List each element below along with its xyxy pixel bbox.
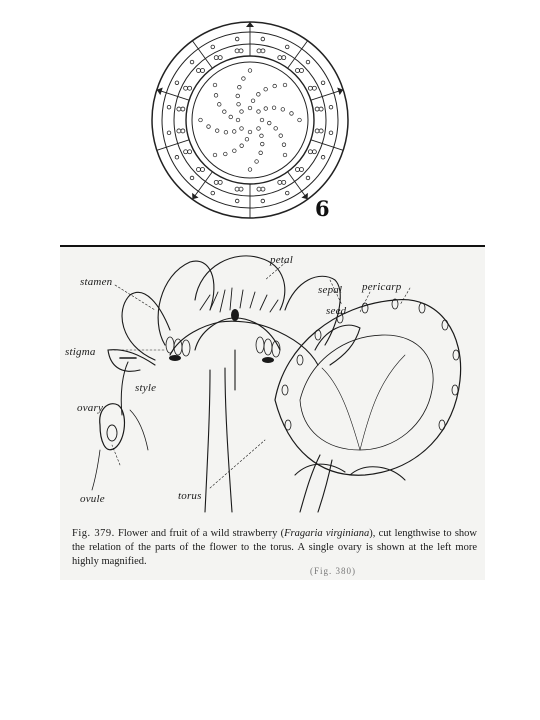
- carpel-dot: [223, 110, 227, 114]
- carpel-dot: [242, 77, 246, 81]
- carpel-dot: [274, 127, 278, 131]
- magnified-ovule: [107, 425, 117, 441]
- stamen-glyph: [315, 129, 319, 133]
- stamen-glyph: [175, 155, 179, 159]
- carpel-dot: [260, 118, 264, 122]
- carpel-dot: [255, 160, 259, 164]
- stamen-glyph: [321, 155, 325, 159]
- carpel-dot: [267, 121, 271, 125]
- caption-species: Fragaria virginiana: [284, 528, 370, 539]
- stamen-glyph: [235, 199, 239, 203]
- carpel-dot: [248, 168, 252, 172]
- stamen-glyph: [188, 150, 192, 154]
- stamen-glyph: [282, 180, 286, 184]
- stamen-glyph: [197, 69, 201, 73]
- stamen-glyph: [261, 187, 265, 191]
- stamen-glyph: [299, 69, 303, 73]
- stamen-glyph: [235, 37, 239, 41]
- stamen-glyph: [308, 150, 312, 154]
- radial-line: [311, 140, 343, 151]
- third-ring: [174, 44, 326, 196]
- inner-ring: [192, 62, 308, 178]
- stamen-glyph: [278, 180, 282, 184]
- torus-dome: [195, 318, 280, 350]
- figure-caption: [72, 527, 477, 569]
- fruit-stalk: [300, 455, 332, 512]
- stamen-glyph: [261, 49, 265, 53]
- stamen-glyph: [211, 191, 215, 195]
- stamen-glyph: [188, 86, 192, 90]
- carpel-dot: [259, 151, 263, 155]
- label-ovule: ovule: [80, 493, 105, 505]
- carpel-dot: [236, 94, 240, 98]
- ovaries: [166, 337, 280, 357]
- stamen-glyph: [321, 81, 325, 85]
- carpel-dot: [232, 130, 236, 134]
- stamen-glyph: [190, 60, 194, 64]
- carpel-dot: [257, 93, 261, 97]
- label-stamen: stamen: [80, 276, 113, 288]
- stamen-glyph: [257, 187, 261, 191]
- label-torus: torus: [178, 490, 202, 502]
- left-sepal: [108, 350, 155, 372]
- carpel-dot: [273, 84, 277, 88]
- stamen-glyph: [329, 105, 333, 109]
- carpel-dot: [207, 125, 211, 129]
- caption-fig-label: Fig. 379.: [72, 528, 115, 539]
- carpel-dot: [281, 108, 285, 112]
- stray-text: (Fig. 380): [310, 566, 356, 576]
- carpel-dot: [257, 110, 261, 114]
- carpel-dot: [233, 149, 237, 153]
- stamen-glyph: [285, 191, 289, 195]
- sepal-arrowhead: [192, 193, 198, 199]
- stamen-glyph: [184, 150, 188, 154]
- stamen-glyph: [261, 37, 265, 41]
- stamen-glyph: [167, 105, 171, 109]
- fruit-calyx: [295, 464, 405, 480]
- carpel-dot: [248, 69, 252, 73]
- fourth-ring: [186, 56, 314, 184]
- diagram-number: 6: [315, 196, 330, 221]
- carpel-dot: [260, 142, 264, 146]
- radial-line: [288, 41, 308, 69]
- stamen-glyph: [306, 176, 310, 180]
- radial-line: [311, 90, 343, 101]
- stem-right: [225, 368, 232, 512]
- carpel-dot: [272, 106, 276, 110]
- plate-top-rule: [60, 245, 485, 247]
- carpel-dot: [213, 83, 217, 87]
- radial-line: [157, 140, 189, 151]
- stamen-glyph: [299, 167, 303, 171]
- carpel-dot: [260, 134, 264, 138]
- stamen-glyph: [306, 60, 310, 64]
- stamen-glyph: [197, 167, 201, 171]
- stamen-glyph: [177, 129, 181, 133]
- stamen-glyph: [175, 81, 179, 85]
- carpel-dot: [224, 152, 228, 156]
- label-stigma: stigma: [65, 346, 96, 358]
- stamen-glyph: [295, 167, 299, 171]
- caption-text-before: Flower and fruit of a wild strawberry (: [118, 528, 285, 539]
- label-petal: petal: [270, 254, 293, 266]
- stamen-glyph: [257, 49, 261, 53]
- stamen-glyph: [218, 56, 222, 60]
- carpel-dot: [283, 153, 287, 157]
- receptacle: [170, 321, 318, 365]
- sepal-arrowhead: [301, 193, 307, 199]
- stamen-glyph: [312, 86, 316, 90]
- carpel-dot: [224, 130, 228, 134]
- stamen-glyph: [295, 69, 299, 73]
- stamen-glyph: [285, 45, 289, 49]
- stamen-glyph: [211, 45, 215, 49]
- carpel-dot: [237, 102, 241, 106]
- stamen-glyph: [235, 187, 239, 191]
- stamen-glyph: [308, 86, 312, 90]
- stamen-glyph: [278, 56, 282, 60]
- caption-text-after: ), cut lengthwise to show the relation of the parts of the flower to the torus. A single ovary is shown at the left more highly magnified.: [72, 528, 477, 567]
- carpel-dot: [257, 127, 261, 131]
- stamen-glyph: [261, 199, 265, 203]
- stamen-glyph: [201, 69, 205, 73]
- stamen-glyph: [181, 107, 185, 111]
- stamen-glyph: [214, 180, 218, 184]
- stamen-glyph: [315, 107, 319, 111]
- left-petal: [158, 261, 214, 345]
- stamen-glyph: [312, 150, 316, 154]
- carpel-dot: [279, 134, 283, 138]
- carpel-dot: [217, 103, 221, 107]
- radial-line: [192, 172, 212, 200]
- carpel-dots: [199, 69, 302, 172]
- carpel-dot: [245, 137, 249, 141]
- carpel-dot: [238, 85, 242, 89]
- magnified-ovary: [100, 404, 125, 450]
- achenes: [282, 299, 459, 430]
- carpel-dot: [264, 87, 268, 91]
- stamen-glyph: [181, 129, 185, 133]
- carpel-dot: [240, 110, 244, 114]
- stamen-glyph: [167, 131, 171, 135]
- radial-line: [157, 90, 189, 101]
- stamen-glyph: [201, 167, 205, 171]
- carpel-dot: [251, 99, 255, 103]
- carpel-dot: [240, 127, 244, 131]
- carpel-dot: [264, 107, 268, 111]
- label-ovary: ovary: [77, 402, 104, 414]
- carpel-dot: [283, 83, 287, 87]
- carpel-dot: [248, 130, 252, 134]
- carpel-dot: [248, 106, 252, 110]
- label-style: style: [135, 382, 157, 394]
- stamen-glyph: [235, 49, 239, 53]
- stamen-glyph: [214, 56, 218, 60]
- stamen-glyph: [282, 56, 286, 60]
- carpel-dot: [240, 144, 244, 148]
- carpel-dot: [229, 115, 233, 119]
- stamen-glyph: [319, 129, 323, 133]
- label-sepal: sepal: [318, 284, 343, 296]
- strawberry-illustration: [60, 250, 485, 515]
- fruit-inner: [300, 335, 433, 450]
- carpel-dot: [214, 94, 218, 98]
- stamen-glyph: [184, 86, 188, 90]
- label-pericarp: pericarp: [362, 281, 402, 293]
- radial-divisions: [157, 22, 343, 218]
- carpel-dot: [290, 112, 294, 116]
- stem-left: [205, 370, 210, 512]
- stamen-glyph: [239, 187, 243, 191]
- stamen-glyph: [239, 49, 243, 53]
- stamen-glyph: [190, 176, 194, 180]
- second-ring: [162, 32, 338, 208]
- stamen-glyph: [329, 131, 333, 135]
- radial-line: [288, 172, 308, 200]
- carpel-dot: [199, 118, 203, 122]
- carpel-dot: [213, 153, 217, 157]
- stamen-glyph: [177, 107, 181, 111]
- stamen-glyph: [218, 180, 222, 184]
- stamen-glyph: [319, 107, 323, 111]
- carpel-dot: [298, 118, 302, 122]
- carpel-dot: [215, 129, 219, 133]
- right-sepal: [315, 325, 360, 365]
- label-seed: seed: [326, 305, 347, 317]
- radial-line: [192, 41, 212, 69]
- carpel-dot: [282, 143, 286, 147]
- carpel-dot: [236, 118, 240, 122]
